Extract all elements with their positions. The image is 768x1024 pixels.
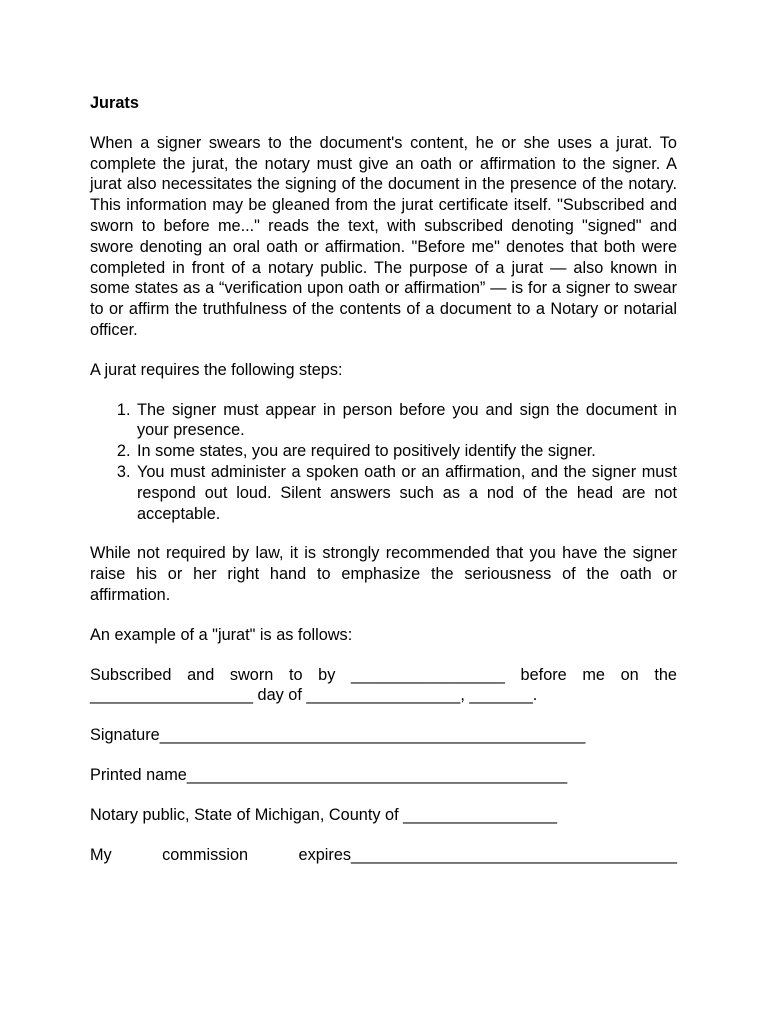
example-intro: An example of a "jurat" is as follows: [90,625,353,644]
list-item: 2. In some states, you are required to positively identify the signer. [135,441,677,462]
signature-line: Signature_______________________________________________ [90,726,586,745]
steps-list [90,400,677,525]
recommendation-paragraph: While not required by law, it is strongly recommended that you have the signer raise his or her right hand to emphasize the seriousness of the oath or affirmation. [90,544,677,604]
commission-word-commission: commission [162,845,249,864]
printed-name-line: Printed name__________________________________________ [90,765,568,784]
subscribed-line: Subscribed and sworn to by _________________ before me on the __________________ day of _________________, _______. [90,665,677,705]
steps-intro: A jurat requires the following steps: [90,360,343,379]
notary-line: Notary public, State of Michigan, County of _________________ [90,805,558,824]
intro-paragraph: When a signer swears to the document's content, he or she uses a jurat. To complete the jurat, the notary must give an oath or affirmation to the signer. A jurat also necessitates the signing of the document in the presence of the notary. This information may be gleaned from the jurat certificate itself. "Subscribed and sworn to before me..." reads the text, with subscribed denoting "signed" and swore denoting an oral oath or affirmation. "Before me" denotes that both were completed in front of a notary public. The purpose of a jurat — also known in some states as a “verification upon oath or affirmation” — is for a signer to swear to or affirm the truthfulness of the contents of a document to a Notary or notarial officer. [90,133,677,339]
list-item: 1. The signer must appear in person before you and sign the document in your presence. [135,400,677,442]
commission-expires-line [90,845,677,866]
commission-word-my: My [90,845,112,864]
list-item: 3. You must administer a spoken oath or an affirmation, and the signer must respond out loud. Silent answers such as a nod of the head are not acceptable. [135,462,677,524]
commission-word-expires: expires____________________________________ [298,845,677,864]
document-title: Jurats [90,94,139,112]
document-page [90,93,677,884]
